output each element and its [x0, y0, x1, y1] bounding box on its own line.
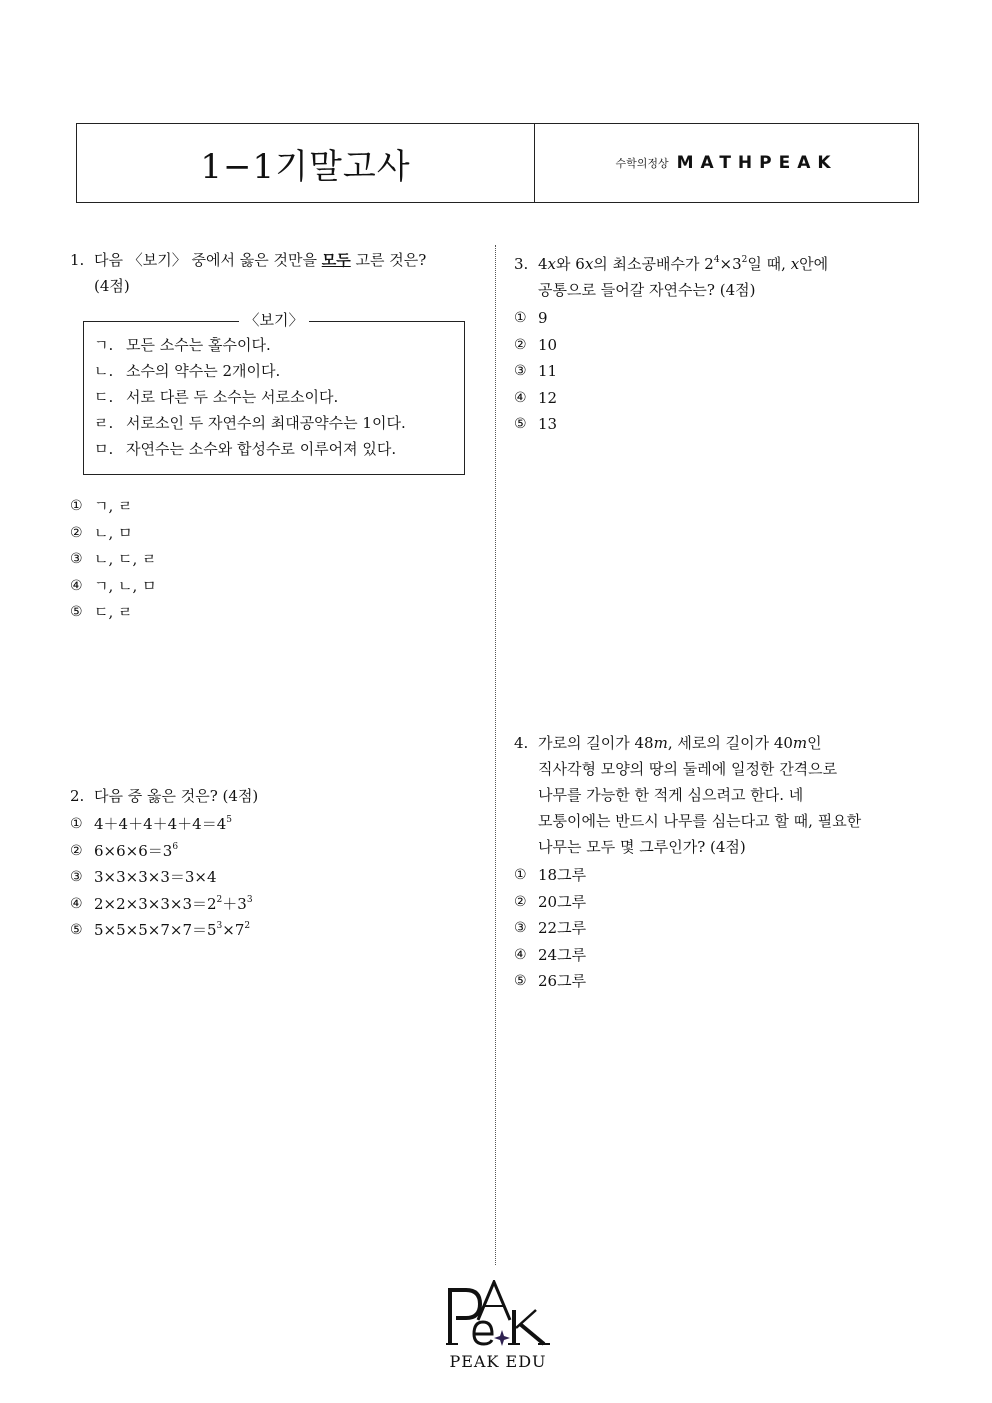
question-text-line: 모퉁이에는 반드시 나무를 심는다고 할 때, 필요한 — [538, 812, 862, 830]
bogi-box — [83, 311, 465, 475]
answer-choice[interactable]: ⑤ $5\times 5\times 5\times 7\times 7=5^3\times 7^2$ — [70, 921, 251, 940]
answer-choice[interactable]: ① 18그루 — [514, 866, 587, 885]
question-1 — [70, 247, 470, 299]
answer-choice[interactable]: ③ 3×3×3×3＝3×4 — [70, 868, 217, 887]
column-divider — [495, 245, 496, 1265]
answer-choice[interactable]: ② $6\times 6\times 6=3^6$ — [70, 841, 179, 860]
answer-choice[interactable]: ③ 22그루 — [514, 919, 587, 938]
bogi-item: ㅁ. 자연수는 소수와 합성수로 이루어져 있다. — [94, 440, 397, 458]
bogi-title: 〈보기〉 — [239, 311, 310, 329]
answer-choice[interactable]: ③ 11 — [514, 362, 558, 381]
answer-choice[interactable]: ② 20그루 — [514, 892, 587, 911]
question-text-line: 공통으로 들어갈 자연수는? (4점) — [538, 281, 756, 299]
answer-choice[interactable]: ④ 24그루 — [514, 945, 587, 964]
exam-title: 1−1기말고사 — [77, 124, 535, 202]
bogi-item: ㄷ. 서로 다른 두 소수는 서로소이다. — [94, 388, 339, 406]
answer-choice[interactable]: ③ ㄴ, ㄷ, ㄹ — [70, 550, 157, 569]
answer-choice[interactable]: ① 9 — [514, 309, 548, 328]
question-number: 4. — [514, 734, 529, 752]
header-brand-area — [535, 124, 918, 202]
logo-text: PEAK EDU — [449, 1352, 547, 1371]
answer-choice[interactable]: ⑤ 13 — [514, 415, 558, 434]
brand-subtitle: 수학의정상 — [615, 157, 669, 170]
brand-name: MATHPEAK — [676, 153, 838, 173]
question-2 — [70, 783, 470, 944]
question-number: 2. — [70, 787, 85, 805]
question-text: 4x와 6x의 최소공배수가 $2^4\times 3^2$일 때, x안에 — [538, 255, 829, 273]
peak-edu-logo — [444, 1280, 552, 1375]
answer-choice[interactable]: ④ $2\times 2\times 3\times 3\times 3=2^2+3^3$ — [70, 894, 253, 913]
answer-choice[interactable]: ② 10 — [514, 335, 558, 354]
answer-choice[interactable]: ④ 12 — [514, 388, 558, 407]
question-points: (4점) — [94, 277, 130, 295]
exam-header — [76, 123, 919, 203]
question-text: 가로의 길이가 48m, 세로의 길이가 40m인 — [538, 734, 822, 752]
question-4 — [514, 730, 924, 995]
question-3 — [514, 251, 914, 438]
peak-logo-mark — [444, 1280, 552, 1352]
question-text-line: 직사각형 모양의 땅의 둘레에 일정한 간격으로 — [538, 760, 838, 778]
question-text: 다음 〈보기〉 중에서 옳은 것만을 모두 고른 것은? — [94, 251, 427, 269]
answer-choice[interactable]: ⑤ 26그루 — [514, 972, 587, 991]
question-text-line: 나무는 모두 몇 그루인가? (4점) — [538, 838, 746, 856]
emphasis-text: 모두 — [321, 251, 351, 269]
answer-choice[interactable]: ⑤ ㄷ, ㄹ — [70, 603, 133, 622]
bogi-item: ㄴ. 소수의 약수는 2개이다. — [94, 362, 281, 380]
question-text: 다음 중 옳은 것은? (4점) — [94, 787, 259, 805]
answer-choice[interactable]: ② ㄴ, ㅁ — [70, 523, 133, 542]
question-text-line: 나무를 가능한 한 적게 심으려고 한다. 네 — [538, 786, 804, 804]
q1-choices — [70, 491, 157, 626]
answer-choice[interactable]: ① ㄱ, ㄹ — [70, 497, 133, 516]
answer-choice[interactable]: ① $4+4+4+4+4=4^5$ — [70, 815, 232, 834]
answer-choice[interactable]: ④ ㄱ, ㄴ, ㅁ — [70, 576, 157, 595]
bogi-item: ㄱ. 모든 소수는 홀수이다. — [94, 336, 271, 354]
question-number: 3. — [514, 255, 529, 273]
bogi-item: ㄹ. 서로소인 두 자연수의 최대공약수는 1이다. — [94, 414, 406, 432]
question-number: 1. — [70, 251, 85, 269]
